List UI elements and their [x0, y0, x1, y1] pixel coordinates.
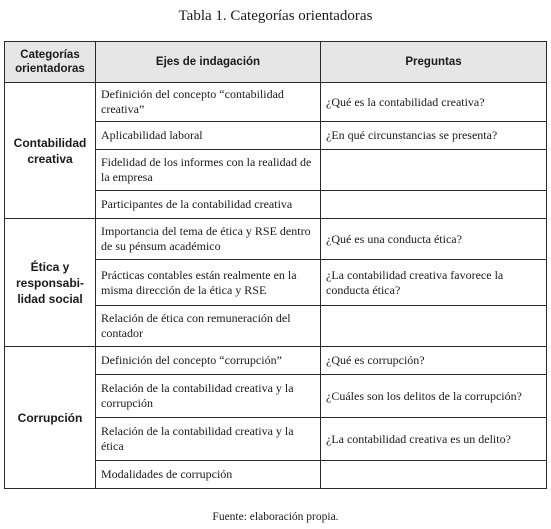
- eje-cell: Importancia del tema de ética y RSE dentro de su pénsum académico: [96, 219, 321, 260]
- pregunta-cell: ¿La contabilidad creativa es un delito?: [321, 418, 547, 461]
- category-cell-contabilidad: [5, 83, 96, 219]
- pregunta-cell: [321, 191, 547, 219]
- eje-cell: Relación de la contabilidad creativa y la ética: [96, 418, 321, 461]
- table-title: Tabla 1. Categorías orientadoras: [178, 8, 373, 24]
- header-ejes: Ejes de indagación: [96, 42, 321, 83]
- eje-cell: Fidelidad de los informes con la realidad de la empresa: [96, 150, 321, 191]
- table-row: [5, 347, 547, 375]
- eje-cell: Relación de ética con remuneración del contador: [96, 306, 321, 347]
- eje-cell: Aplicabilidad laboral: [96, 122, 321, 150]
- pregunta-cell: ¿En qué circunstancias se presenta?: [321, 122, 547, 150]
- header-preguntas: Preguntas: [321, 42, 547, 83]
- table-row: [5, 219, 547, 260]
- table-row: [5, 83, 547, 122]
- category-label: Ética y responsabi-lidad social: [15, 259, 84, 306]
- pregunta-cell: [321, 306, 547, 347]
- eje-cell: Modalidades de corrupción: [96, 461, 321, 489]
- eje-cell: Definición del concepto “contabilidad creativa”: [96, 83, 321, 122]
- category-cell-corrupcion: [5, 347, 96, 489]
- header-row: [5, 42, 547, 83]
- category-label: Contabilidad creativa: [13, 135, 87, 166]
- source-note: Fuente: elaboración propia.: [212, 511, 339, 523]
- pregunta-cell: ¿Qué es corrupción?: [321, 347, 547, 375]
- eje-cell: Relación de la contabilidad creativa y la corrupción: [96, 375, 321, 418]
- eje-cell: Prácticas contables están realmente en la misma dirección de la ética y RSE: [96, 260, 321, 306]
- categories-table: [4, 41, 547, 489]
- eje-cell: Definición del concepto “corrupción”: [96, 347, 321, 375]
- pregunta-cell: ¿La contabilidad creativa favorece la conducta ética?: [321, 260, 547, 306]
- pregunta-cell: [321, 461, 547, 489]
- pregunta-cell: ¿Cuáles son los delitos de la corrupción?: [321, 375, 547, 418]
- eje-cell: Participantes de la contabilidad creativa: [96, 191, 321, 219]
- pregunta-cell: ¿Qué es una conducta ética?: [321, 219, 547, 260]
- pregunta-cell: [321, 150, 547, 191]
- pregunta-cell: ¿Qué es la contabilidad creativa?: [321, 83, 547, 122]
- category-cell-etica: [5, 219, 96, 347]
- category-label: Corrupción: [17, 410, 83, 425]
- header-categorias: Categorías orientadoras: [5, 42, 96, 83]
